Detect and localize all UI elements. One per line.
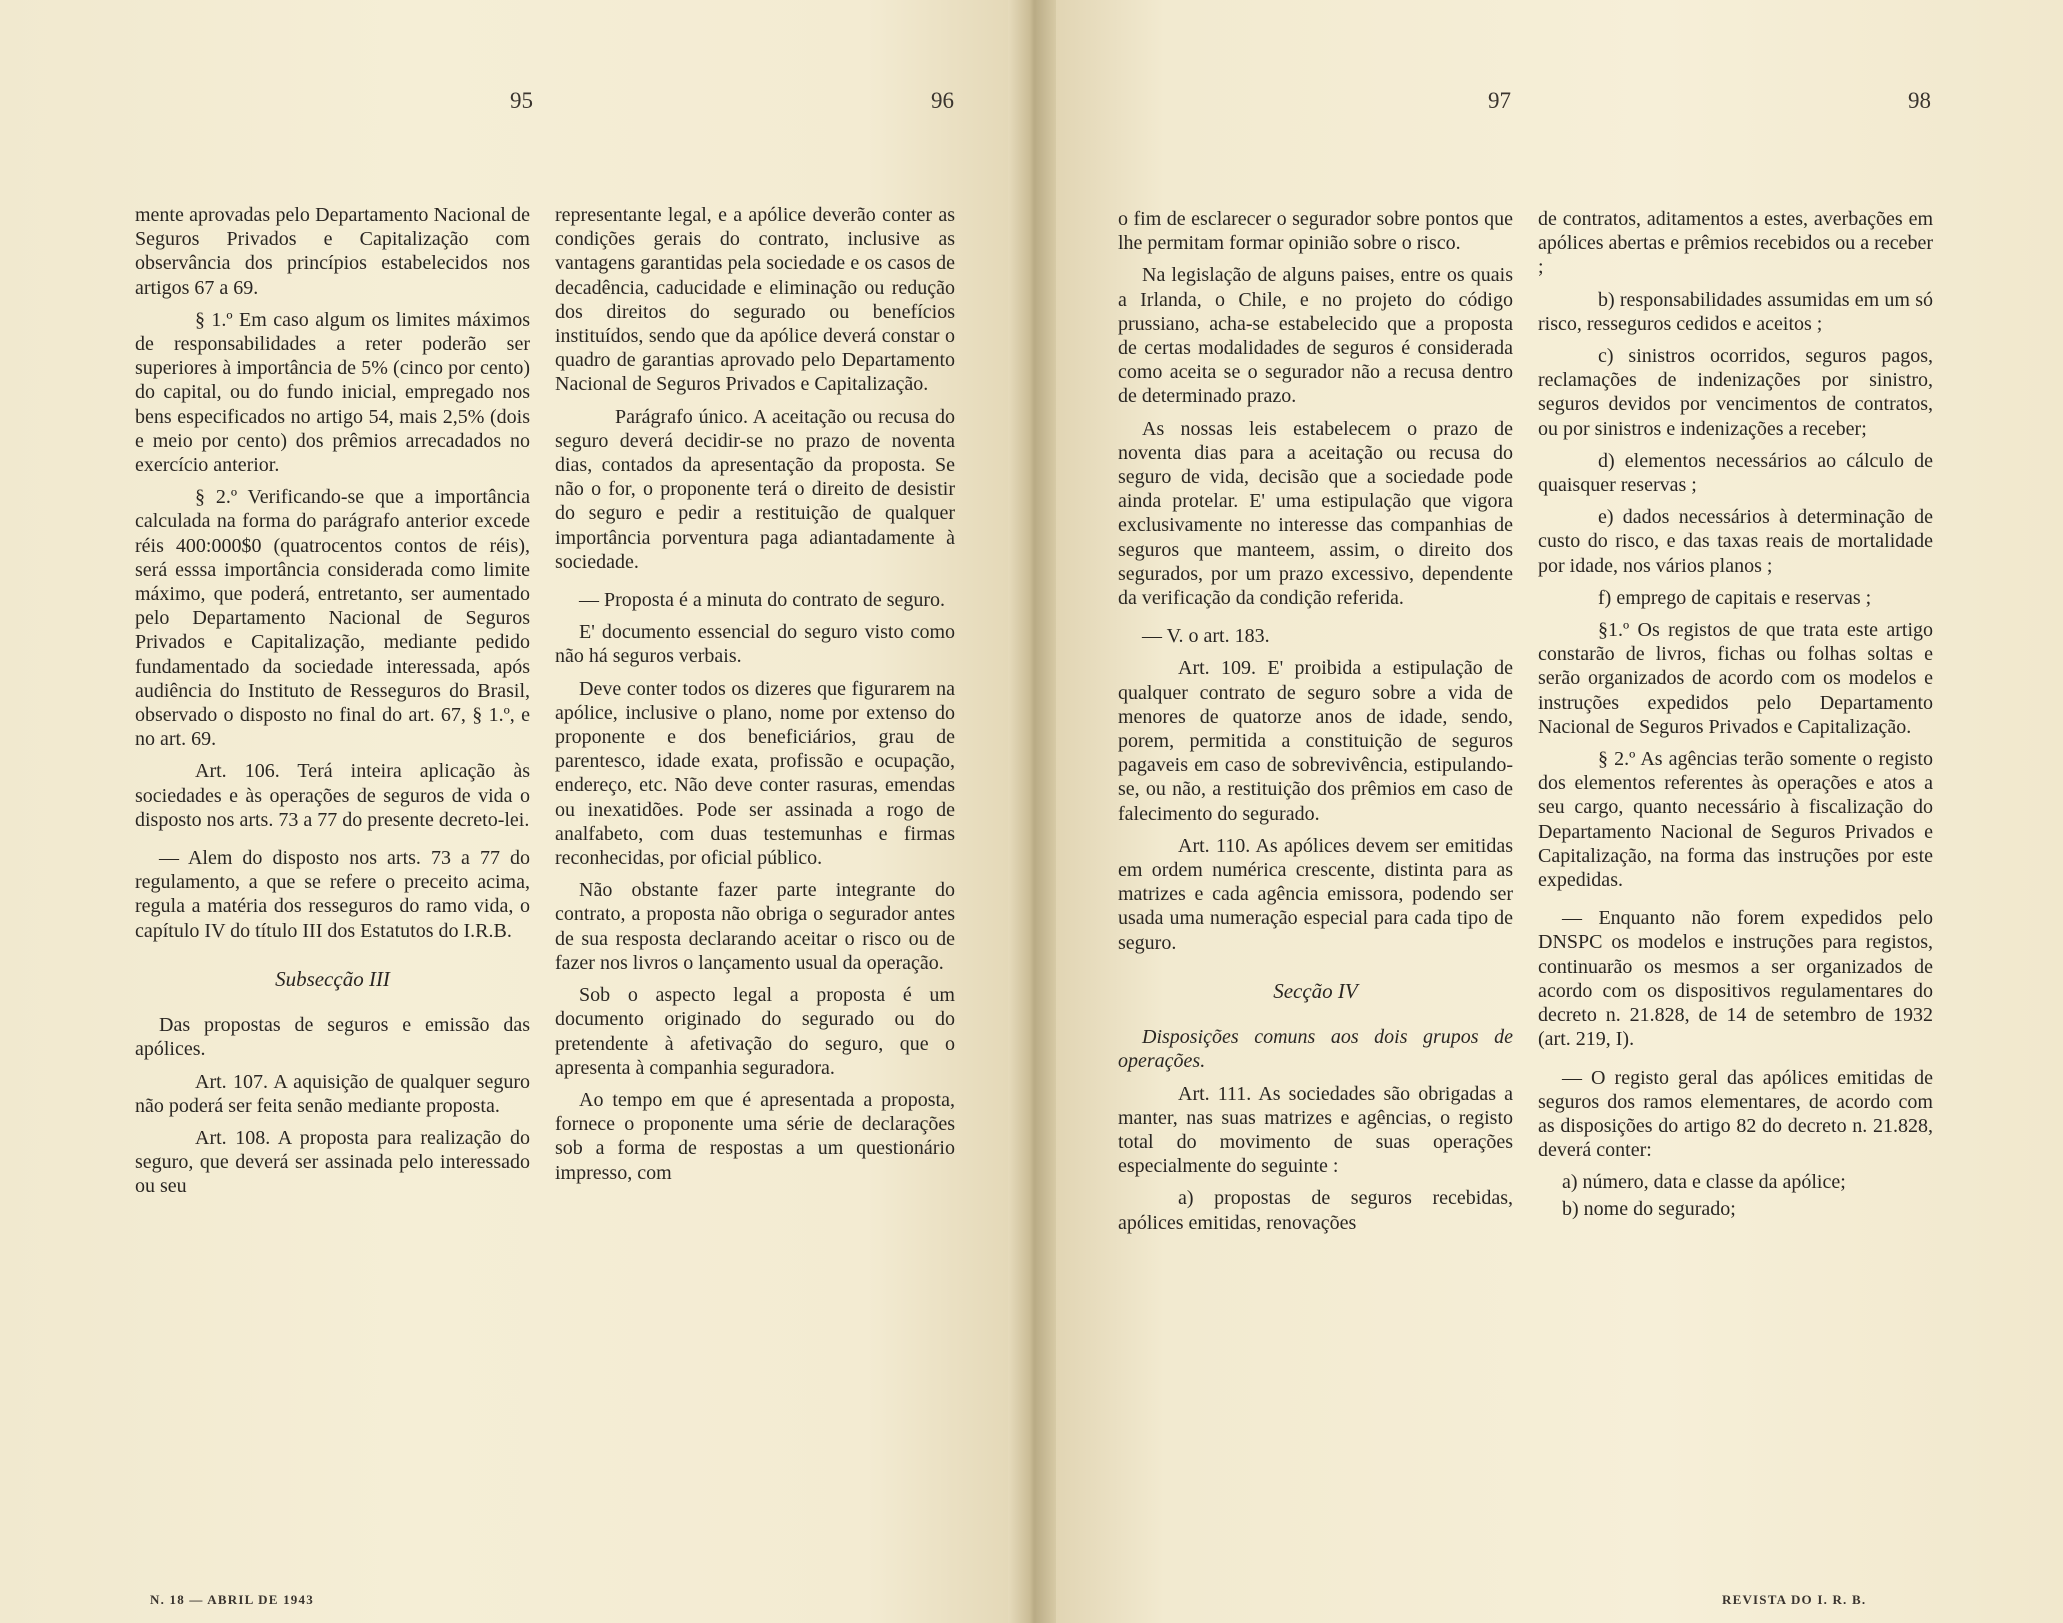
paragraph: E' documento essencial do seguro visto como não há seguros verbais. xyxy=(555,621,955,668)
paragraph: representante legal, e a apólice deverão conter as condições gerais do contrato, inclusive as vantagens garantidas pela sociedade e os casos de decadência, caducidade e eliminação ou redução dos direitos do segurado ou benefícios instituídos, sendo que da apólice deverá constar o quadro de garantias aprovado pelo Departamento Nacional de Seguros Privados e Capitalização. xyxy=(555,204,955,396)
commentary-paragraph: — O registo geral das apólices emitidas de seguros dos ramos elementares, de acordo com as disposições do artigo 82 do decreto n. 21.828, deverá conter: xyxy=(1538,1066,1933,1162)
list-item: b) responsabilidades assumidas em um só risco, resseguros cedidos e aceitos ; xyxy=(1538,288,1933,335)
section-heading: Secção IV xyxy=(1273,978,1358,1003)
paragraph: Sob o aspecto legal a proposta é um documento originado do segurado ou do pretendente à afetivação do seguro, que o apresenta à companhia seguradora. xyxy=(555,984,955,1079)
paragraph-section-2: § 2.º Verificando-se que a importância calculada na forma do parágrafo anterior excede réis 400:000$0 (quatrocentos contos de réis), será esssa importância considerada como limite máximo, que poderá, entretanto, ser aumentado pelo Departamento Nacional de Seguros Privados e Capitalização, mediante pedido fundamentado da sociedade interessada, após audiência do Instituto de Resseguros do Brasil, observado o disposto no final do art. 67, § 1.º, e no art. 69. xyxy=(135,486,530,751)
paragraph: As nossas leis estabelecem o prazo de noventa dias para a aceitação ou recusa do seguro de vida, decisão que a sociedade pode ainda protelar. E' uma estipulação que vigora exclusivamente no interesse das companhias de seguros que manteem, assim, o direito dos segurados, por um prazo excessivo, dependente da verificação da condição referida. xyxy=(1118,417,1513,610)
paragraph-section-1: § 1.º Em caso algum os limites máximos de responsabilidades a reter poderão ser superiores à importância de 5% (cinco por cento) do capital, ou do fundo inicial, empregado nos bens especificados no artigo 54, mais 2,5% (dois e meio por cento) dos prêmios arrecadados no exercício anterior. xyxy=(135,308,530,477)
commentary-paragraph: — V. o art. 183. xyxy=(1142,625,1270,648)
list-item: d) elementos necessários ao cálculo de quaisquer reservas ; xyxy=(1538,449,1933,497)
page-number-96: 96 xyxy=(931,88,954,113)
article-109: Art. 109. E' proibida a estipulação de qualquer contrato de seguro sobre a vida de menores de quatorze anos de idade, sendo, porem, permitida a constituição de seguros pagaveis em caso de sobrevivência, estipulando-se, ou não, a restituição dos prêmios em caso de falecimento do segurado. xyxy=(1118,657,1513,825)
article-107: Art. 107. A aquisição de qualquer seguro não poderá ser feita senão mediante proposta. xyxy=(135,1070,530,1117)
list-item: a) número, data e classe da apólice; xyxy=(1562,1171,1846,1194)
commentary-paragraph: — Proposta é a minuta do contrato de seguro. xyxy=(579,589,946,612)
text-column-1 xyxy=(135,203,530,1207)
paragraph: mente aprovadas pelo Departamento Nacional de Seguros Privados e Capitalização com observância dos princípios estabelecidos nos artigos 67 a 69. xyxy=(135,204,530,299)
book-gutter xyxy=(1008,0,1056,1623)
paragraph-section-2: § 2.º As agências terão somente o registo dos elementos referentes às operações e atos a seu cargo, quanto necessário à fiscalização do Departamento Nacional de Seguros Privados e Capitalização, na forma das instruções por este expedidas. xyxy=(1538,748,1933,892)
subsection-heading: Subsecção III xyxy=(275,966,390,991)
commentary-paragraph: — Enquanto não forem expedidos pelo DNSPC os modelos e instruções para registos, continuarão os mesmos a ser organizados de acordo com os dispositivos regulamentares do decreto n. 21.828, de 14 de setembro de 1932 (art. 219, I). xyxy=(1538,907,1933,1051)
commentary-paragraph: — Alem do disposto nos arts. 73 a 77 do regulamento, a que se refere o preceito acima, regula a matéria dos resseguros do ramo vida, o capítulo IV do título III dos Estatutos do I.R.B. xyxy=(135,847,530,942)
article-110: Art. 110. As apólices devem ser emitidas em ordem numérica crescente, distinta para as matrizes e cada agência emissora, podendo ser usada uma numeração especial para cada tipo de seguro. xyxy=(1118,834,1513,954)
subsection-title: Das propostas de seguros e emissão das apólices. xyxy=(135,1014,530,1061)
article-106: Art. 106. Terá inteira aplicação às sociedades e às operações de seguros de vida o disposto nos arts. 73 a 77 do presente decreto-lei. xyxy=(135,760,530,831)
page-number-98: 98 xyxy=(1908,88,1931,113)
text-column-3 xyxy=(1118,207,1513,1243)
list-item: e) dados necessários à determinação de custo do risco, e das taxas reais de mortalidade por idade, nos vários planos ; xyxy=(1538,506,1933,577)
paragraph: o fim de esclarecer o segurador sobre pontos que lhe permitam formar opinião sobre o risco. xyxy=(1118,208,1513,255)
article-111: Art. 111. As sociedades são obrigadas a manter, nas suas matrizes e agências, o registo total do movimento de suas operações especialmente do seguinte : xyxy=(1118,1082,1513,1178)
list-item: a) propostas de seguros recebidas, apólices emitidas, renovações xyxy=(1118,1187,1513,1234)
footer-issue-date: N. 18 — ABRIL DE 1943 xyxy=(150,1592,314,1607)
list-item: f) emprego de capitais e reservas ; xyxy=(1598,586,1872,609)
paragraph: Ao tempo em que é apresentada a proposta, fornece o proponente uma série de declarações sob a forma de respostas a um questionário impresso, com xyxy=(555,1088,955,1184)
page-number-97: 97 xyxy=(1488,88,1511,113)
page-number-95: 95 xyxy=(510,88,533,113)
paragraph: Deve conter todos os dizeres que figurarem na apólice, inclusive o plano, nome por extenso do proponente e dos beneficiários, grau de parentesco, idade exata, profissão e ocupação, endereço, etc. Não deve conter rasuras, emendas ou inexatidões. Pode ser assinada a rogo de analfabeto, com duas testemunhas e firmas reconhecidas, por oficial público. xyxy=(555,677,955,870)
paragraph-section-1: §1.º Os registos de que trata este artigo constarão de livros, fichas ou folhas soltas e serão organizados de acordo com os modelos e instruções expedidos pelo Departamento Nacional de Seguros Privados e Capitalização. xyxy=(1538,619,1933,738)
paragraph: de contratos, aditamentos a estes, averbações em apólices abertas e prêmios recebidos ou a receber ; xyxy=(1538,208,1933,279)
paragraph: Não obstante fazer parte integrante do contrato, a proposta não obriga o segurador antes de sua resposta declarando aceitar o risco ou de fazer nos livros o lançamento usual da operação. xyxy=(555,879,955,974)
article-108: Art. 108. A proposta para realização do seguro, que deverá ser assinada pelo interessado ou seu xyxy=(135,1126,530,1198)
footer-journal-name: REVISTA DO I. R. B. xyxy=(1722,1592,1867,1607)
list-item: b) nome do segurado; xyxy=(1562,1197,1736,1220)
list-item: c) sinistros ocorridos, seguros pagos, reclamações de indenizações por sinistro, seguros devidos por vencimentos de contratos, ou por sinistros e indenizações a receber; xyxy=(1538,345,1933,440)
sole-paragraph: Parágrafo único. A aceitação ou recusa do seguro deverá decidir-se no prazo de noventa dias, contados da apresentação da proposta. Se não o for, o proponente terá o direito de desistir do seguro e pedir a restituição de qualquer importância porventura paga adiantadamente à sociedade. xyxy=(555,405,955,573)
paragraph: Na legislação de alguns paises, entre os quais a Irlanda, o Chile, e no projeto do código prussiano, acha-se estabelecido que a proposta de certas modalidades de seguros é considerada como aceita se o segurador não a recusa dentro de determinado prazo. xyxy=(1118,264,1513,408)
text-column-2 xyxy=(555,203,955,1193)
text-column-4 xyxy=(1538,207,1933,1229)
section-title: Disposições comuns aos dois grupos de operações. xyxy=(1118,1026,1513,1073)
